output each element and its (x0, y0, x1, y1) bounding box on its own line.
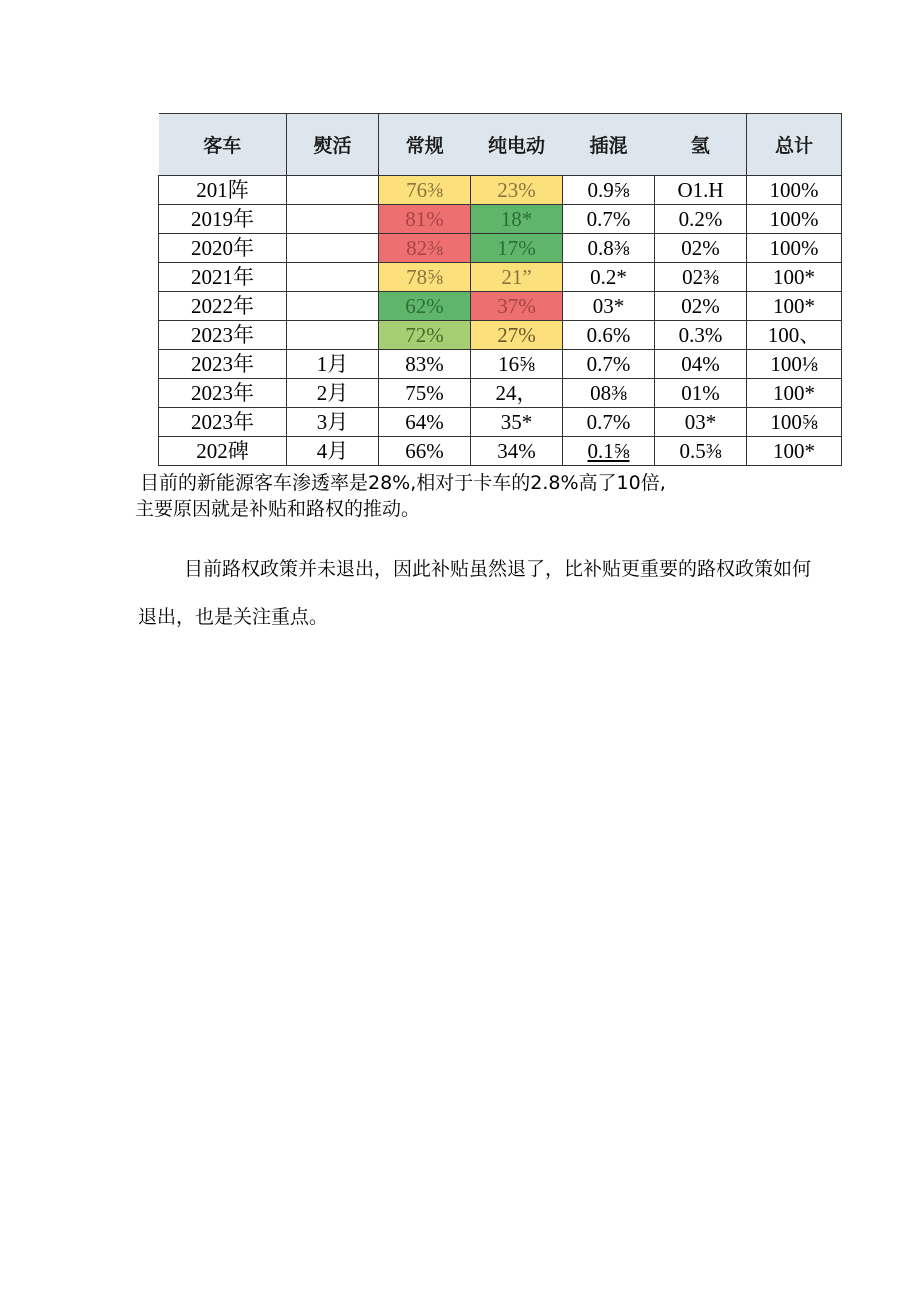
cell-ev: 16⅝ (471, 350, 563, 379)
paragraph-line: 退出，也是关注重点。 (138, 606, 329, 628)
cell-month: 3月 (287, 408, 379, 437)
header-total: 总计 (747, 114, 842, 176)
table-body (159, 176, 842, 466)
cell-hydrogen: 02% (655, 234, 747, 263)
paragraph-line: 目前路权政策并未退出，因此补贴虽然退了，比补贴更重要的路权政策如何 (184, 558, 812, 580)
table-row (159, 408, 842, 437)
cell-year: 2023年 (159, 379, 287, 408)
cell-month (287, 263, 379, 292)
cell-phev: 0.7% (563, 408, 655, 437)
cell-ev: 23% (471, 176, 563, 205)
cell-hydrogen: 03* (655, 408, 747, 437)
cell-month (287, 234, 379, 263)
cell-conventional: 75% (379, 379, 471, 408)
cell-year: 2019年 (159, 205, 287, 234)
cell-month (287, 321, 379, 350)
cell-ev: 35* (471, 408, 563, 437)
cell-phev: 0.9⅝ (563, 176, 655, 205)
cell-ev: 27% (471, 321, 563, 350)
table-row (159, 437, 842, 466)
header-bus: 客车 (159, 114, 287, 176)
cell-hydrogen: 0.2% (655, 205, 747, 234)
cell-hydrogen: 04% (655, 350, 747, 379)
cell-year: 201阵 (159, 176, 287, 205)
table-header-row (159, 114, 842, 176)
paragraph-line: 主要原因就是补贴和路权的推动。 (135, 498, 421, 520)
header-ev: 纯电动 (471, 114, 563, 176)
cell-phev: 0.7% (563, 350, 655, 379)
cell-ev: 18* (471, 205, 563, 234)
cell-year: 2023年 (159, 408, 287, 437)
data-table-wrapper (158, 113, 841, 467)
cell-month: 2月 (287, 379, 379, 408)
cell-hydrogen: 0.3% (655, 321, 747, 350)
cell-year: 2021年 (159, 263, 287, 292)
cell-ev: 34% (471, 437, 563, 466)
cell-total: 100⅝ (747, 408, 842, 437)
cell-year: 2022年 (159, 292, 287, 321)
table-row (159, 321, 842, 350)
header-phev: 插混 (563, 114, 655, 176)
cell-conventional: 64% (379, 408, 471, 437)
bus-share-table (158, 113, 842, 466)
cell-phev: 08⅜ (563, 379, 655, 408)
cell-phev: 0.1⅝ (563, 437, 655, 466)
cell-conventional: 83% (379, 350, 471, 379)
cell-year: 2020年 (159, 234, 287, 263)
cell-total: 100* (747, 292, 842, 321)
cell-phev: 0.7% (563, 205, 655, 234)
header-month: 熨活 (287, 114, 379, 176)
cell-year: 2023年 (159, 350, 287, 379)
cell-phev: 03* (563, 292, 655, 321)
table-row (159, 263, 842, 292)
paragraph-penetration (135, 470, 666, 522)
cell-hydrogen: O1.H (655, 176, 747, 205)
cell-conventional: 72% (379, 321, 471, 350)
cell-total: 100⅛ (747, 350, 842, 379)
cell-total: 100% (747, 205, 842, 234)
paragraph-line: 目前的新能源客车渗透率是28%,相对于卡车的2.8%高了10倍, (140, 472, 666, 494)
table-row (159, 176, 842, 205)
cell-month (287, 292, 379, 321)
cell-year: 2023年 (159, 321, 287, 350)
cell-hydrogen: 01% (655, 379, 747, 408)
cell-conventional: 78⅝ (379, 263, 471, 292)
header-hydrogen: 氢 (655, 114, 747, 176)
cell-hydrogen: 02⅜ (655, 263, 747, 292)
cell-month: 1月 (287, 350, 379, 379)
cell-total: 100% (747, 234, 842, 263)
cell-ev: 17% (471, 234, 563, 263)
cell-total: 100* (747, 379, 842, 408)
table-row (159, 379, 842, 408)
cell-ev: 24， (471, 379, 563, 408)
cell-total: 100* (747, 263, 842, 292)
header-conventional: 常规 (379, 114, 471, 176)
cell-conventional: 62% (379, 292, 471, 321)
cell-total: 100* (747, 437, 842, 466)
cell-phev: 0.8⅜ (563, 234, 655, 263)
cell-conventional: 76⅜ (379, 176, 471, 205)
cell-month: 4月 (287, 437, 379, 466)
cell-hydrogen: 0.5⅜ (655, 437, 747, 466)
cell-month (287, 176, 379, 205)
cell-phev: 0.6% (563, 321, 655, 350)
cell-phev: 0.2* (563, 263, 655, 292)
table-row (159, 350, 842, 379)
cell-hydrogen: 02% (655, 292, 747, 321)
cell-ev: 37% (471, 292, 563, 321)
cell-month (287, 205, 379, 234)
cell-total: 100、 (747, 321, 842, 350)
table-row (159, 292, 842, 321)
cell-conventional: 81% (379, 205, 471, 234)
cell-year: 202碑 (159, 437, 287, 466)
table-row (159, 234, 842, 263)
cell-ev: 21” (471, 263, 563, 292)
cell-total: 100% (747, 176, 842, 205)
cell-conventional: 82⅜ (379, 234, 471, 263)
cell-conventional: 66% (379, 437, 471, 466)
table-row (159, 205, 842, 234)
paragraph-policy (138, 545, 850, 641)
